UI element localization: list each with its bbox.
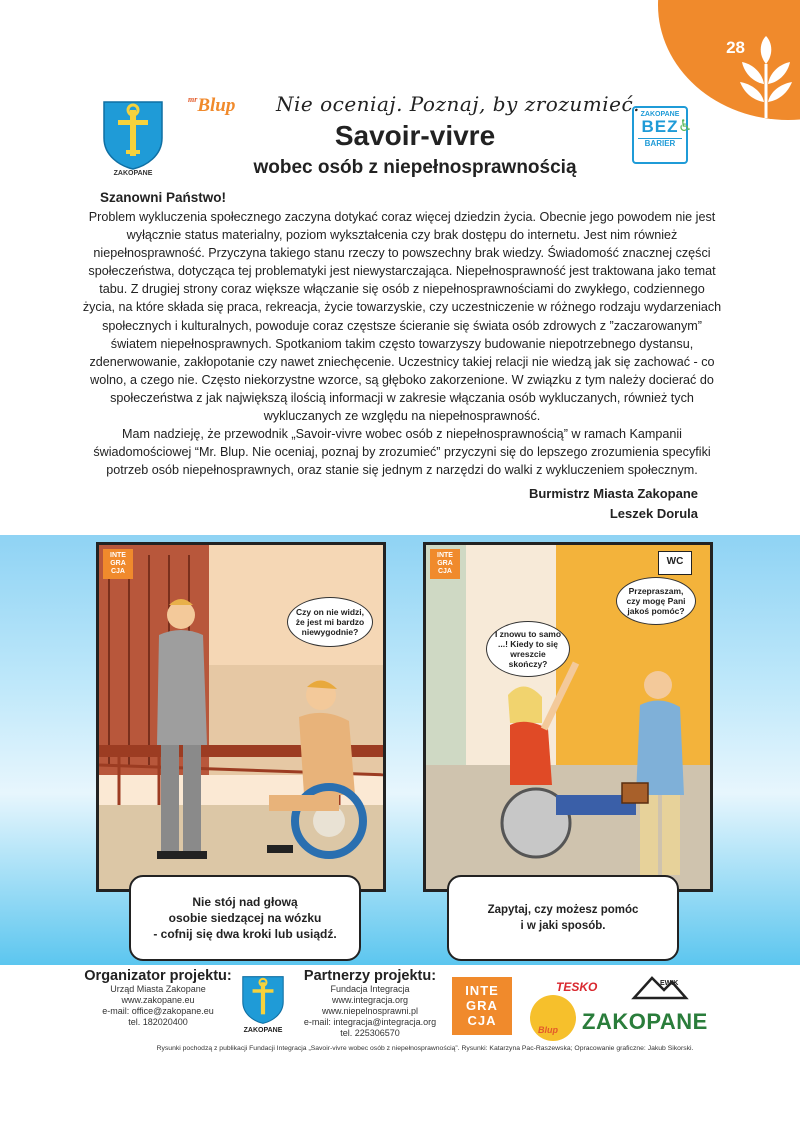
partner-website-link[interactable]: www.niepelnosprawni.pl [321,1006,419,1016]
badge-main-text: BEZ [641,117,679,136]
caption-box-right [447,875,679,961]
integracja-mini-logo: INTE GRA CJA [103,549,133,579]
caption-box-left [129,875,361,961]
zakopane-wordmark: ZAKOPANE [582,1009,708,1034]
campaign-tagline: Nie oceniaj. Poznaj, by zrozumieć. [276,92,641,116]
organizer-block [78,968,238,1028]
partner-line: Fundacja Integracja [330,984,410,994]
zakopane-crest-icon [240,972,286,1026]
organizer-line: Urząd Miasta Zakopane [110,984,206,994]
partners-heading: Partnerzy projektu: [303,968,437,984]
partner-email-link[interactable]: e-mail: integracja@integracja.org [303,1017,437,1027]
mr-blup-mascot-logo [530,995,576,1041]
brand-prefix: mr [188,95,198,104]
comic-panel-left [96,542,386,892]
ewik-logo-text: EWIK [660,980,679,987]
speech-bubble-helper: Przepraszam, czy mogę Pani jakoś pomóc? [616,577,696,625]
comic-panel-right [423,542,713,892]
illustration-credits: Rysunki pochodzą z publikacji Fundacji Integracja „Savoir-vivre wobec osób z niepełnosprawnością”. Rysunki: Katarzyna Pac-Raszewska; Opracowanie graficzne: Jakub Sikorski. [156,1045,694,1052]
page-title: Savoir-vivre [334,120,496,151]
caption-line: Zapytaj, czy możesz pomóc [487,904,639,916]
wc-sign: WC [658,551,692,575]
speech-bubble-woman: I znowu to samo ...! Kiedy to się wreszcie skończy? [486,621,570,677]
page-number: 28 [726,38,745,57]
partners-block [290,968,450,1039]
organizer-heading: Organizator projektu: [84,968,232,984]
speech-bubble: Czy on nie widzi, że jest mi bardzo niewygodnie? [287,597,373,647]
caption-line: osobie siedzącej na wózku [168,911,322,925]
integracja-logo: INTE GRA CJA [452,977,512,1035]
letter-paragraph: Problem wykluczenia społecznego zaczyna dotykać coraz więcej dziedzin życia. Obecnie jego powodem nie jest wyłącznie status materialny, poziom wykształcenia czy brak dostępu do internetu. Jest nim również niepełnosprawność. Przyczyna takiego stanu rzeczy to powszechny brak wiedzy. Świadomość znacznej części społeczeństwa, dotycząca tej problematyki jest niewystarczająca. Niepełnosprawność jest traktowana jako temat tabu. Z drugiej strony coraz większe włączanie się osób z niepełnosprawnościami do zwykłego, codziennego życia, na które składa się praca, rekreacja, życie towarzyskie, czy uczestniczenie w różnego rodzaju wydarzeniach społecznych i kulturalnych, powoduje coraz częstsze ścieranie się świata osób zdrowych z ”zaczarowanym” światem niepełnosprawnych. Spotkaniom takim często towarzyszy budowanie niepotrzebnego dystansu, zdenerwowanie, zakłopotanie czy nawet zniechęcenie. Uczestnicy takiej relacji nie wiedzą jak się zachować - co wolno, a czego nie. Często niekorzystne wzorce, są głęboko zakorzenione. W związku z tym należy docierać do społeczeństwa z jak największą ilością informacji w zakresie włączania osób wykluczanych, również tych wykluczanych ze względu na niepełnosprawność. [82,210,722,424]
caption-line: - cofnij się dwa kroki lub usiądź. [153,927,337,941]
organizer-phone: tel. 182020400 [128,1017,188,1027]
comic-band [0,535,800,965]
caption-line: Nie stój nad głową [192,895,298,909]
letter-body [82,208,722,479]
organizer-email-link[interactable]: e-mail: office@zakopane.eu [102,1006,214,1016]
letter-paragraph: Mam nadzieję, że przewodnik „Savoir-vivre wobec osób z niepełnosprawnością” w ramach Kampanii świadomościowej “Mr. Blup. Nie oceniaj, poznaj by zrozumieć” przyczyni się do lepszego zrozumienia specyfiki potrzeb osób niepełnosprawnych, oraz stanie się jednym z narzędzi do walki z wykluczeniem społecznym. [93,427,711,478]
wheat-icon [738,34,794,118]
organizer-website-link[interactable]: www.zakopane.eu [121,995,195,1005]
ewik-logo [630,972,690,1002]
page-subtitle: wobec osób z niepełnosprawnością [253,157,577,178]
signature-title: Burmistrz Miasta Zakopane [528,486,698,501]
zakopane-wordmark-logo [582,1009,708,1035]
partner-phone: tel. 225306570 [340,1028,400,1038]
standing-man-wheelchair-illustration [99,545,386,892]
blup-logo-text: Blup [538,1025,558,1035]
integracja-mini-logo: INTE GRA CJA [430,549,460,579]
letter-signature [529,484,698,524]
partner-website-link[interactable]: www.integracja.org [331,995,409,1005]
letter-greeting: Szanowni Państwo! [100,190,227,205]
wheelchair-icon: ♿ [678,118,693,135]
crest-label: ZAKOPANE [113,170,153,177]
mr-blup-logo [188,95,235,117]
badge-top-text: ZAKOPANE [640,111,680,118]
caption-line: i w jaki sposób. [520,920,606,932]
crest-label: ZAKOPANE [243,1027,283,1034]
brand-name: Blup [197,95,236,116]
tesko-logo: TESKO [556,980,598,994]
signature-name: Leszek Dorula [609,506,698,521]
badge-bottom-text: BARIER [638,138,682,148]
